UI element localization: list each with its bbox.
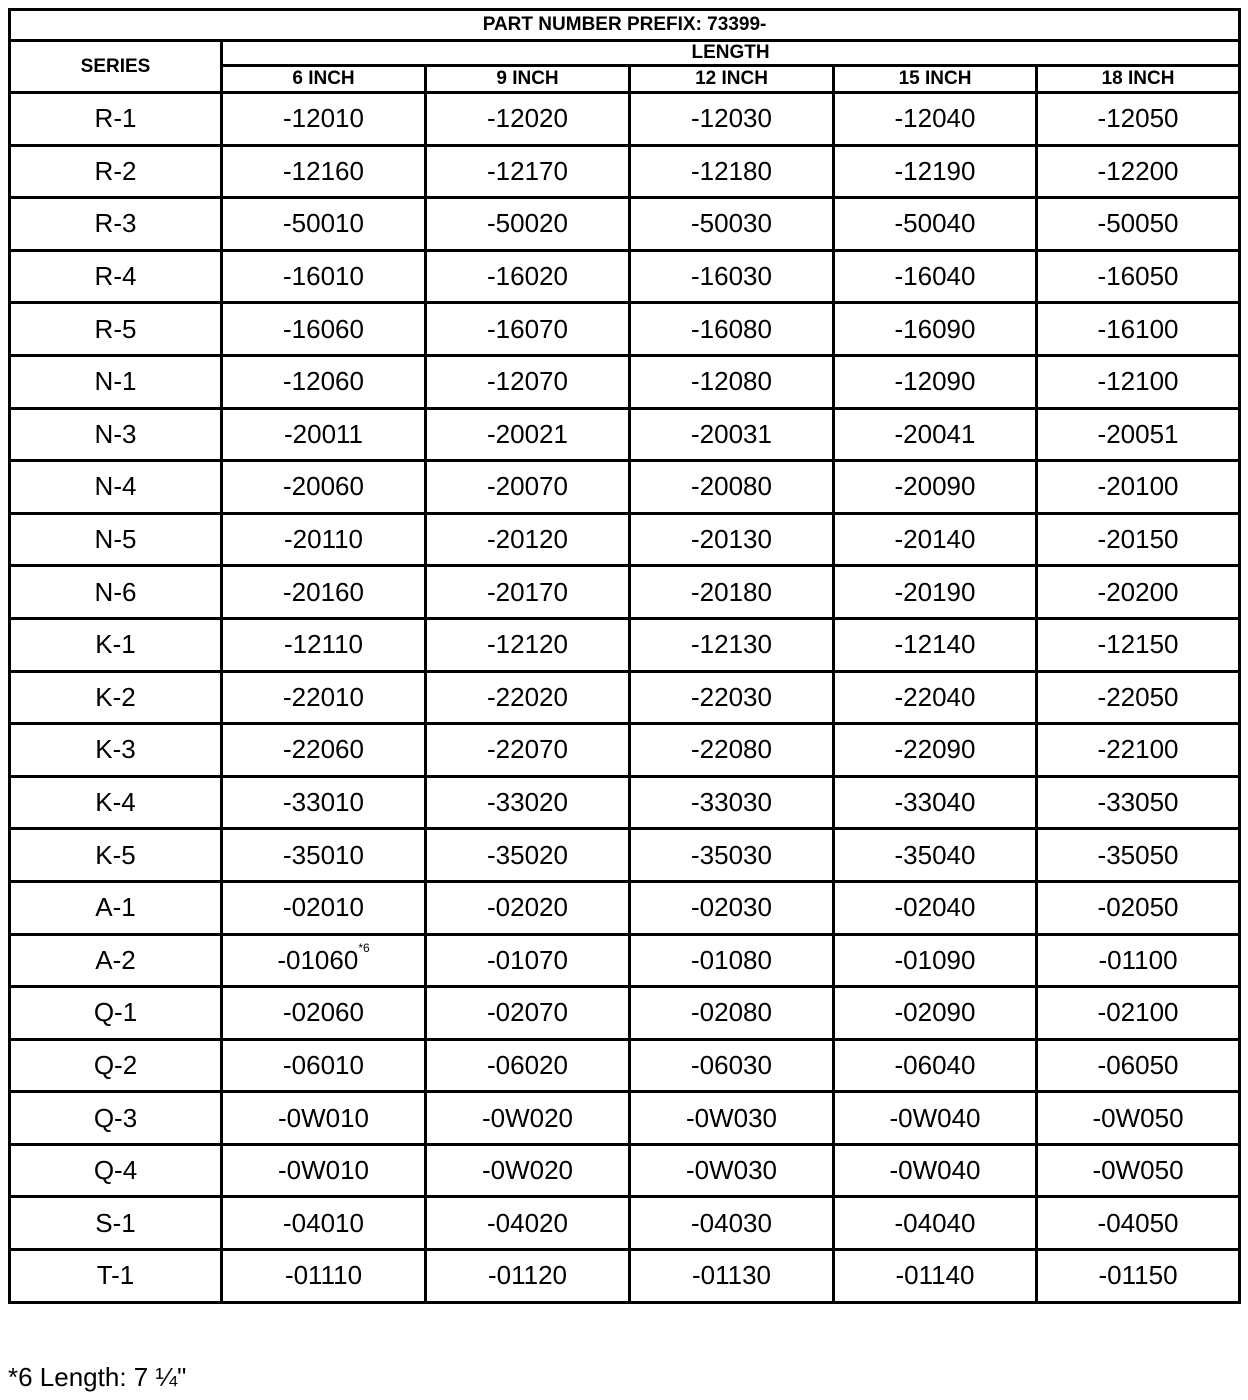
part-number-value: -35040: [894, 839, 976, 870]
part-number-cell: [1037, 461, 1240, 514]
part-number-cell: [1037, 987, 1240, 1040]
part-number-cell: [630, 461, 834, 514]
part-number-cell: [834, 987, 1037, 1040]
part-number-value: -20160: [283, 576, 364, 607]
part-number-cell: [426, 829, 630, 882]
series-cell: Q-2: [10, 1039, 222, 1092]
part-number-value: -01130: [691, 1260, 772, 1291]
part-number-value: -01080: [691, 944, 772, 975]
part-number-cell: [426, 934, 630, 987]
part-number-value: -02080: [691, 997, 772, 1028]
part-number-value: -35010: [283, 839, 364, 870]
part-number-value: -20130: [691, 524, 772, 555]
part-number-cell: [426, 145, 630, 198]
table-body: [10, 93, 1240, 1303]
table-row: [10, 618, 1240, 671]
table-row: [10, 461, 1240, 514]
part-number-value: -12070: [487, 366, 568, 397]
part-number-cell: [426, 303, 630, 356]
part-number-value: -02100: [1097, 997, 1179, 1028]
part-number-cell: [426, 1092, 630, 1145]
part-number-cell: [1037, 145, 1240, 198]
part-number-value: -04040: [894, 1207, 976, 1238]
part-number-value: -06030: [691, 1049, 772, 1080]
part-number-cell: [834, 566, 1037, 619]
part-number-cell: [630, 1039, 834, 1092]
part-number-value: -20180: [691, 576, 772, 607]
part-number-cell: [1037, 671, 1240, 724]
part-number-cell: [1037, 829, 1240, 882]
part-number-cell: [630, 93, 834, 146]
column-header-6-inch: 6 INCH: [222, 66, 426, 93]
part-number-cell: [834, 1144, 1037, 1197]
part-number-value: -20080: [691, 471, 772, 502]
part-number-value: -33040: [894, 787, 976, 818]
part-number-cell: [834, 198, 1037, 251]
part-number-value: -0W030: [685, 1102, 778, 1133]
part-number-cell: [222, 1039, 426, 1092]
part-number-cell: [834, 513, 1037, 566]
part-number-cell: [630, 408, 834, 461]
part-number-value: -35020: [487, 839, 568, 870]
series-cell: R-5: [10, 303, 222, 356]
table-row: [10, 355, 1240, 408]
part-number-value: -12150: [1097, 629, 1179, 660]
part-number-cell: [630, 987, 834, 1040]
part-number-value: -0W050: [1092, 1102, 1184, 1133]
table-row: [10, 303, 1240, 356]
part-number-value: -12190: [894, 155, 976, 186]
part-number-cell: [222, 987, 426, 1040]
table-row: [10, 724, 1240, 777]
part-number-value: -04010: [283, 1207, 364, 1238]
part-number-cell: [222, 1197, 426, 1250]
column-header-9-inch: 9 INCH: [426, 66, 630, 93]
part-number-value: -16020: [487, 261, 568, 292]
part-number-value: -22050: [1097, 681, 1179, 712]
part-number-cell: [630, 1197, 834, 1250]
part-number-cell: [426, 250, 630, 303]
part-number-value: -02070: [487, 997, 568, 1028]
part-number-value: -02010: [283, 892, 364, 923]
part-number-value: -20100: [1097, 471, 1179, 502]
part-number-value: -16080: [691, 313, 772, 344]
part-number-cell: [834, 934, 1037, 987]
part-number-cell: [426, 776, 630, 829]
part-number-value: -33050: [1097, 787, 1179, 818]
part-number-cell: [1037, 93, 1240, 146]
part-number-cell: [834, 618, 1037, 671]
part-number-cell: [426, 408, 630, 461]
part-number-value: -33010: [283, 787, 364, 818]
part-number-cell: [222, 881, 426, 934]
table-row: [10, 829, 1240, 882]
part-number-value: -16070: [487, 313, 568, 344]
part-number-value: -01100: [1098, 944, 1178, 975]
part-number-value: -35030: [691, 839, 772, 870]
part-number-cell: [222, 1144, 426, 1197]
part-number-cell: [426, 93, 630, 146]
series-cell: K-5: [10, 829, 222, 882]
part-number-cell: [834, 1092, 1037, 1145]
series-cell: N-5: [10, 513, 222, 566]
part-number-value: -06020: [487, 1049, 568, 1080]
table-row: [10, 408, 1240, 461]
part-number-cell: [222, 198, 426, 251]
part-number-cell: [426, 724, 630, 777]
series-cell: K-2: [10, 671, 222, 724]
part-number-value: -02020: [487, 892, 568, 923]
part-number-value: -22060: [283, 734, 364, 765]
series-cell: T-1: [10, 1250, 222, 1303]
length-header: LENGTH: [222, 41, 1240, 66]
part-number-cell: [834, 145, 1037, 198]
part-number-value: -12090: [894, 366, 976, 397]
part-number-cell: [222, 1250, 426, 1303]
part-number-value: -0W010: [277, 1155, 370, 1186]
table-row: [10, 776, 1240, 829]
part-number-value: -0W010: [277, 1102, 370, 1133]
part-number-value: -12140: [894, 629, 976, 660]
part-number-value: -50010: [283, 208, 364, 239]
part-number-value: -12040: [894, 103, 976, 134]
part-number-value: -0W050: [1092, 1155, 1184, 1186]
table-row: [10, 566, 1240, 619]
part-number-cell: [834, 776, 1037, 829]
part-number-cell: [222, 303, 426, 356]
part-number-value: -12120: [487, 629, 568, 660]
part-number-cell: [630, 1092, 834, 1145]
part-number-value: -01090: [894, 944, 976, 975]
part-number-value: -02060: [283, 997, 364, 1028]
part-number-value: -16060: [283, 313, 364, 344]
part-number-cell: [630, 250, 834, 303]
part-number-cell: [630, 566, 834, 619]
part-number-value: -01120: [487, 1260, 568, 1291]
part-number-value: -22010: [283, 681, 364, 712]
part-number-cell: [222, 776, 426, 829]
part-number-value: -16030: [691, 261, 772, 292]
part-number-value: -20090: [894, 471, 976, 502]
part-number-value: -16100: [1097, 313, 1179, 344]
part-number-cell: [222, 829, 426, 882]
part-number-value: -12170: [487, 155, 568, 186]
part-number-value: -20060: [283, 471, 364, 502]
part-number-cell: [1037, 303, 1240, 356]
table-row: [10, 1092, 1240, 1145]
part-number-value: -20031: [691, 418, 772, 449]
table-row: [10, 198, 1240, 251]
part-number-cell: [426, 355, 630, 408]
table-row: [10, 1250, 1240, 1303]
part-number-value: -0W040: [889, 1102, 981, 1133]
part-number-value: -20150: [1097, 524, 1179, 555]
part-number-value: -20051: [1097, 418, 1179, 449]
part-number-value: -50040: [894, 208, 976, 239]
part-number-value: -35050: [1097, 839, 1179, 870]
part-number-value: -12020: [487, 103, 568, 134]
part-number-cell: [222, 461, 426, 514]
part-number-value: -06040: [894, 1049, 976, 1080]
part-number-cell: [1037, 408, 1240, 461]
table-row: [10, 671, 1240, 724]
part-number-cell: [426, 1250, 630, 1303]
series-cell: Q-1: [10, 987, 222, 1040]
part-number-cell: [222, 93, 426, 146]
series-header: SERIES: [10, 41, 222, 93]
part-number-cell: [630, 303, 834, 356]
series-cell: S-1: [10, 1197, 222, 1250]
part-number-cell: [222, 934, 426, 987]
part-number-cell: [1037, 1250, 1240, 1303]
part-number-cell: [1037, 724, 1240, 777]
series-cell: K-4: [10, 776, 222, 829]
part-number-value: -22020: [487, 681, 568, 712]
part-number-value: -02090: [894, 997, 976, 1028]
part-number-cell: [834, 461, 1037, 514]
series-cell: Q-4: [10, 1144, 222, 1197]
part-number-value: -04020: [487, 1207, 568, 1238]
part-number-cell: [1037, 776, 1240, 829]
part-number-value: -01150: [1098, 1260, 1178, 1291]
part-number-value: -12030: [691, 103, 772, 134]
part-number-cell: [1037, 618, 1240, 671]
part-number-value: -06050: [1097, 1049, 1179, 1080]
footnote: *6 Length: 7 ¼": [8, 1362, 187, 1392]
footnote-marker: *6: [358, 940, 370, 955]
part-number-cell: [834, 724, 1037, 777]
part-number-value: -12050: [1097, 103, 1179, 134]
part-number-value: -12080: [691, 366, 772, 397]
part-number-value: -02050: [1097, 892, 1179, 923]
part-number-value: -20110: [283, 524, 364, 555]
part-number-value: -50050: [1097, 208, 1179, 239]
part-number-cell: [630, 934, 834, 987]
part-number-cell: [834, 408, 1037, 461]
part-number-cell: [834, 881, 1037, 934]
part-number-cell: [1037, 934, 1240, 987]
part-number-value: -33030: [691, 787, 772, 818]
part-number-value: -50030: [691, 208, 772, 239]
part-number-cell: [426, 566, 630, 619]
part-number-cell: [630, 1250, 834, 1303]
part-number-cell: [1037, 1197, 1240, 1250]
column-header-18-inch: 18 INCH: [1037, 66, 1240, 93]
part-number-cell: [834, 1039, 1037, 1092]
part-number-value: -0W020: [481, 1155, 574, 1186]
part-number-cell: [426, 198, 630, 251]
part-number-value: -12010: [283, 103, 364, 134]
part-number-value: -16050: [1097, 261, 1179, 292]
part-number-cell: [222, 618, 426, 671]
part-number-cell: [834, 1250, 1037, 1303]
part-number-cell: [834, 303, 1037, 356]
part-number-cell: [630, 1144, 834, 1197]
part-number-value: -20190: [894, 576, 976, 607]
part-number-cell: [1037, 355, 1240, 408]
table-row: [10, 1197, 1240, 1250]
part-number-cell: [1037, 1144, 1240, 1197]
part-number-cell: [630, 671, 834, 724]
part-number-value: -12130: [691, 629, 772, 660]
part-number-value: -12110: [283, 629, 364, 660]
part-number-value: -01070: [487, 944, 568, 975]
part-number-cell: [222, 1092, 426, 1145]
part-number-value: -04050: [1097, 1207, 1179, 1238]
part-number-value: -22080: [691, 734, 772, 765]
table-row: [10, 1144, 1240, 1197]
table-row: [10, 1039, 1240, 1092]
part-number-cell: [222, 671, 426, 724]
part-number-cell: [426, 1039, 630, 1092]
table-row: [10, 513, 1240, 566]
part-number-cell: [1037, 566, 1240, 619]
part-number-cell: [630, 513, 834, 566]
part-number-cell: [834, 829, 1037, 882]
part-number-cell: [222, 513, 426, 566]
part-number-cell: [630, 829, 834, 882]
part-number-value: -01110: [284, 1260, 363, 1291]
column-header-15-inch: 15 INCH: [834, 66, 1037, 93]
part-number-cell: [426, 881, 630, 934]
part-number-cell: [1037, 198, 1240, 251]
series-cell: Q-3: [10, 1092, 222, 1145]
part-number-cell: [426, 1144, 630, 1197]
part-number-value: -50020: [487, 208, 568, 239]
part-number-cell: [1037, 513, 1240, 566]
part-number-cell: [630, 198, 834, 251]
part-number-value: -22040: [894, 681, 976, 712]
series-cell: N-4: [10, 461, 222, 514]
table-row: [10, 145, 1240, 198]
part-number-cell: [834, 93, 1037, 146]
part-number-cell: [222, 724, 426, 777]
series-cell: K-3: [10, 724, 222, 777]
series-cell: R-4: [10, 250, 222, 303]
part-number-value: -0W030: [685, 1155, 778, 1186]
part-number-value: -16010: [283, 261, 364, 292]
part-number-value: -20200: [1097, 576, 1179, 607]
part-number-value: -0W040: [889, 1155, 981, 1186]
part-number-cell: [630, 776, 834, 829]
part-number-cell: [1037, 250, 1240, 303]
series-cell: A-1: [10, 881, 222, 934]
part-number-value: -22090: [894, 734, 976, 765]
part-number-cell: [834, 355, 1037, 408]
series-cell: N-1: [10, 355, 222, 408]
part-number-value: -20120: [487, 524, 568, 555]
part-number-cell: [630, 145, 834, 198]
table-row: [10, 987, 1240, 1040]
table-row: [10, 934, 1240, 987]
column-header-12-inch: 12 INCH: [630, 66, 834, 93]
part-number-table: [8, 8, 1241, 1304]
part-number-value: -02030: [691, 892, 772, 923]
part-number-prefix-title: PART NUMBER PREFIX: 73399-: [10, 10, 1240, 41]
part-number-value: -20021: [487, 418, 568, 449]
part-number-cell: [1037, 1039, 1240, 1092]
part-number-cell: [630, 881, 834, 934]
part-number-value: -33020: [487, 787, 568, 818]
part-number-value: -02040: [894, 892, 976, 923]
part-number-value: -20041: [894, 418, 976, 449]
part-number-value: -16090: [894, 313, 976, 344]
series-cell: R-3: [10, 198, 222, 251]
part-number-cell: [222, 355, 426, 408]
part-number-value: -22030: [691, 681, 772, 712]
series-cell: R-1: [10, 93, 222, 146]
part-number-cell: [426, 671, 630, 724]
part-number-value: -12160: [283, 155, 364, 186]
series-cell: K-1: [10, 618, 222, 671]
series-cell: R-2: [10, 145, 222, 198]
part-number-cell: [834, 250, 1037, 303]
part-number-value: -20070: [487, 471, 568, 502]
table-row: [10, 250, 1240, 303]
part-number-cell: [630, 618, 834, 671]
part-number-value: -12200: [1097, 155, 1179, 186]
part-number-value: -12060: [283, 366, 364, 397]
part-number-cell: [222, 250, 426, 303]
part-number-cell: [834, 671, 1037, 724]
part-number-cell: [426, 987, 630, 1040]
part-number-cell: [426, 513, 630, 566]
part-number-value: -20170: [487, 576, 568, 607]
part-number-cell: [222, 145, 426, 198]
part-number-cell: [630, 724, 834, 777]
part-number-value: -20011: [283, 418, 364, 449]
part-number-cell: [426, 461, 630, 514]
part-number-value: -04030: [691, 1207, 772, 1238]
part-number-value: -01140: [895, 1260, 975, 1291]
part-number-cell: [426, 618, 630, 671]
part-number-value: -0W020: [481, 1102, 574, 1133]
part-number-cell: [630, 355, 834, 408]
part-number-cell: [222, 566, 426, 619]
part-number-cell: [222, 408, 426, 461]
table-row: [10, 93, 1240, 146]
part-number-value: -06010: [283, 1049, 364, 1080]
part-number-cell: [834, 1197, 1037, 1250]
part-number-cell: [1037, 1092, 1240, 1145]
series-cell: A-2: [10, 934, 222, 987]
part-number-value: -12180: [691, 155, 772, 186]
part-number-value: -12100: [1097, 366, 1179, 397]
part-number-value: -01060: [277, 944, 359, 975]
series-cell: N-6: [10, 566, 222, 619]
part-number-value: -22100: [1097, 734, 1179, 765]
part-number-value: -20140: [894, 524, 976, 555]
part-number-value: -22070: [487, 734, 568, 765]
part-number-value: -16040: [894, 261, 976, 292]
part-number-cell: [426, 1197, 630, 1250]
table-row: [10, 881, 1240, 934]
series-cell: N-3: [10, 408, 222, 461]
part-number-cell: [1037, 881, 1240, 934]
